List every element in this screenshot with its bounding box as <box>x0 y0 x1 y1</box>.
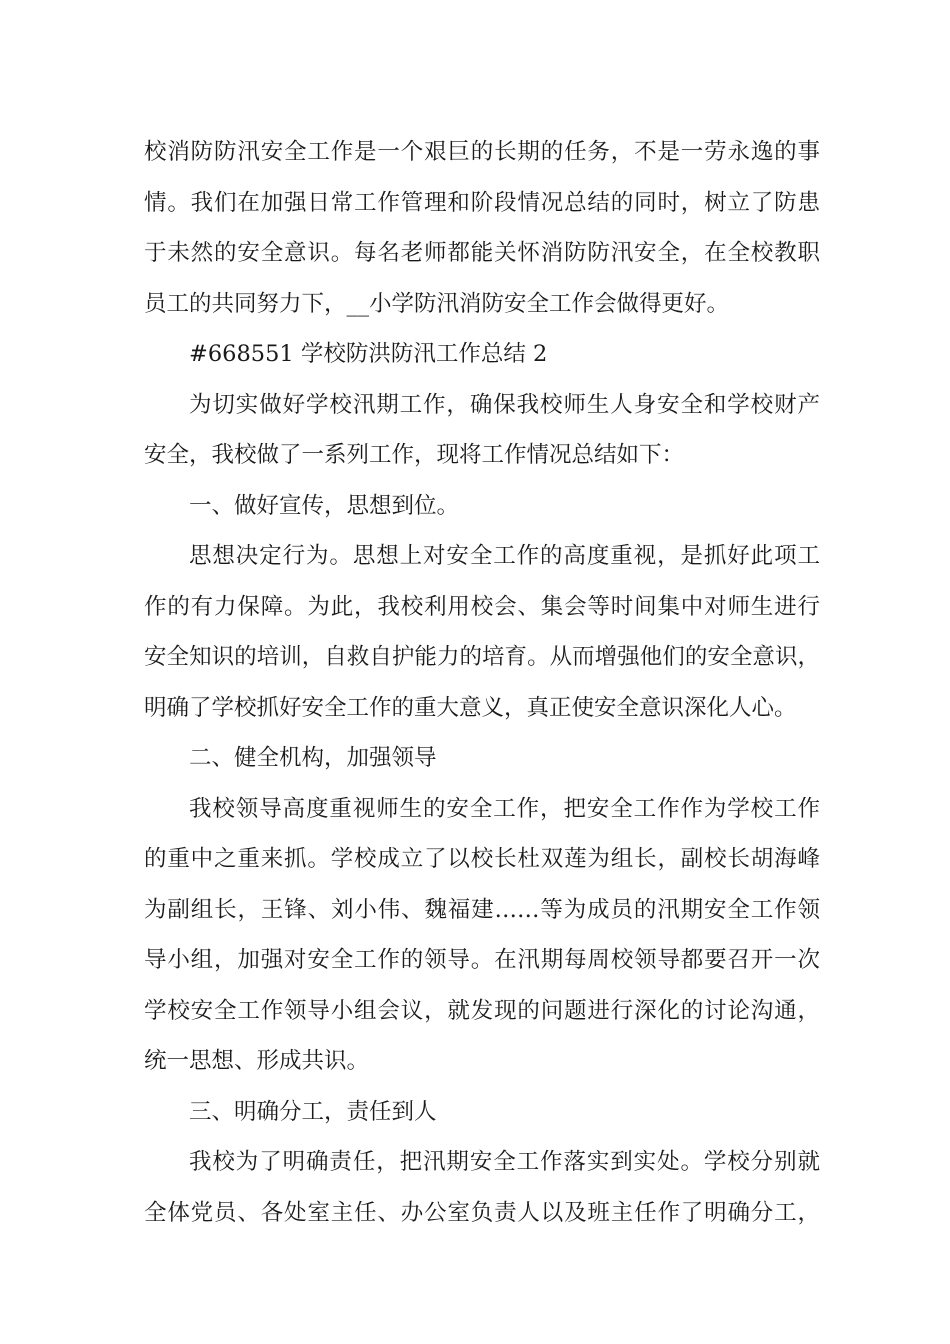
text-line: 安全，我校做了一系列工作，现将工作情况总结如下： <box>144 442 685 468</box>
text-line: 三、明确分工，责任到人 <box>189 1098 437 1125</box>
document-body <box>144 127 820 1238</box>
text-line: 为切实做好学校汛期工作，确保我校师生人身安全和学校财产 <box>189 391 820 418</box>
text-line: 我校为了明确责任，把汛期安全工作落实到实处。学校分别就 <box>189 1149 820 1175</box>
text-line: 情。我们在加强日常工作管理和阶段情况总结的同时，树立了防患 <box>144 189 820 216</box>
text-line: 导小组，加强对安全工作的领导。在汛期每周校领导都要召开一次 <box>144 947 820 973</box>
text-line: 为副组长，王锋、刘小伟、魏福建……等为成员的汛期安全工作领 <box>144 896 820 923</box>
text-line: 学校安全工作领导小组会议，就发现的问题进行深化的讨论沟通， <box>144 997 820 1024</box>
text-line: 二、健全机构，加强领导 <box>189 745 437 771</box>
text-line: 安全知识的培训，自救自护能力的培育。从而增强他们的安全意识， <box>144 644 820 670</box>
text-line: 员工的共同努力下，__小学防汛消防安全工作会做得更好。 <box>144 290 730 317</box>
text-line: 统一思想、形成共识。 <box>144 1048 370 1074</box>
text-line: 于未然的安全意识。每名老师都能关怀消防防汛安全，在全校教职 <box>144 240 820 266</box>
text-line: 校消防防汛安全工作是一个艰巨的长期的任务，不是一劳永逸的事 <box>144 139 820 165</box>
text-line: 的重中之重来抓。学校成立了以校长杜双莲为组长，副校长胡海峰 <box>144 846 820 872</box>
text-line: 全体党员、各处室主任、办公室负责人以及班主任作了明确分工， <box>144 1199 820 1226</box>
text-line: 我校领导高度重视师生的安全工作，把安全工作作为学校工作 <box>189 795 820 822</box>
text-line: 一、做好宣传，思想到位。 <box>189 492 460 519</box>
text-line: #668551 学校防洪防汛工作总结 2 <box>189 341 548 367</box>
text-line: 思想决定行为。思想上对安全工作的高度重视，是抓好此项工 <box>189 543 820 569</box>
text-line: 明确了学校抓好安全工作的重大意义，真正使安全意识深化人心。 <box>144 694 797 721</box>
text-line: 作的有力保障。为此，我校利用校会、集会等时间集中对师生进行 <box>144 593 820 620</box>
